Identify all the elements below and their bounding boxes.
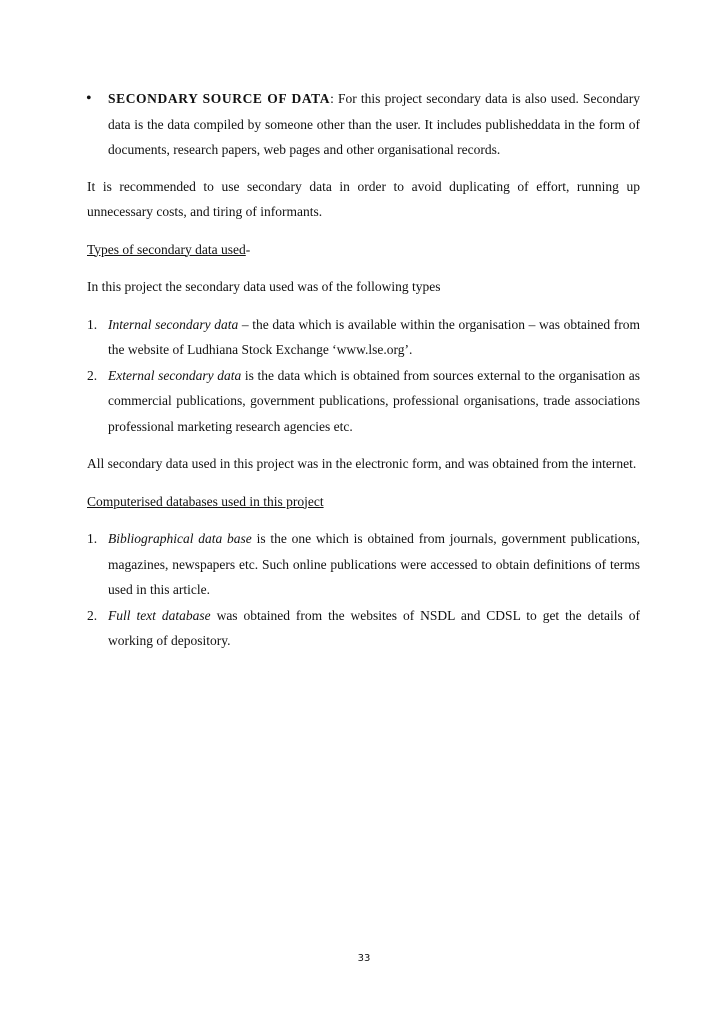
list-item-term: Internal secondary data [108,316,239,332]
recommendation-paragraph: It is recommended to use secondary data in order to avoid duplicating of effort, running up unnecessary costs, and tiring of informants. [87,178,640,219]
document-page [87,86,640,654]
list-item-text: – the data which is available within the organisation – was obtained from the website of Ludhiana Stock Exchange ‘www.lse.org’. [108,316,640,357]
types-heading-suffix: - [245,241,251,257]
list-number: 1. [87,531,98,546]
secondary-source-heading: SECONDARY SOURCE OF DATA [108,91,331,106]
list-number: 2. [87,607,98,623]
list-number: 1. [87,316,98,332]
secondary-source-text: : For this project secondary data is also used. Secondary data is the data compiled by someone other than the user. It includes publisheddata in the form of documents, research papers, web pages and other organisational records. [108,91,640,157]
list-item-text: was obtained from the websites of NSDL and CDSL to get the details of working of depository. [108,607,640,648]
electronic-note-paragraph: All secondary data used in this project was in the electronic form, and was obtained from the internet. [87,456,637,471]
secondary-source-bullet-item [87,86,640,163]
page-number: 33 [357,953,371,964]
types-list-item [87,363,640,440]
list-item-term: External secondary data [108,367,242,383]
types-heading-text: Types of secondary data used [87,241,246,257]
bullet-icon: • [86,90,92,107]
types-intro-paragraph: In this project the secondary data used was of the following types [87,279,441,294]
databases-heading-text: Computerised databases used in this project [87,493,324,509]
list-item-text: is the one which is obtained from journals, government publications, magazines, newspapers etc. Such online publications were accessed to obtain definitions of terms used in this article. [108,531,640,597]
list-number: 2. [87,367,98,383]
list-item-text: is the data which is obtained from sources external to the organisation as commercial publications, government publications, professional organisations, trade associations professional marketing research agencies etc. [108,367,640,434]
list-item-term: Full text database [108,607,211,623]
databases-list-item [87,526,640,603]
types-list-item [87,312,640,363]
databases-list-item [87,603,640,654]
types-heading [87,237,640,263]
list-item-term: Bibliographical data base [108,531,252,546]
databases-heading [87,489,640,515]
